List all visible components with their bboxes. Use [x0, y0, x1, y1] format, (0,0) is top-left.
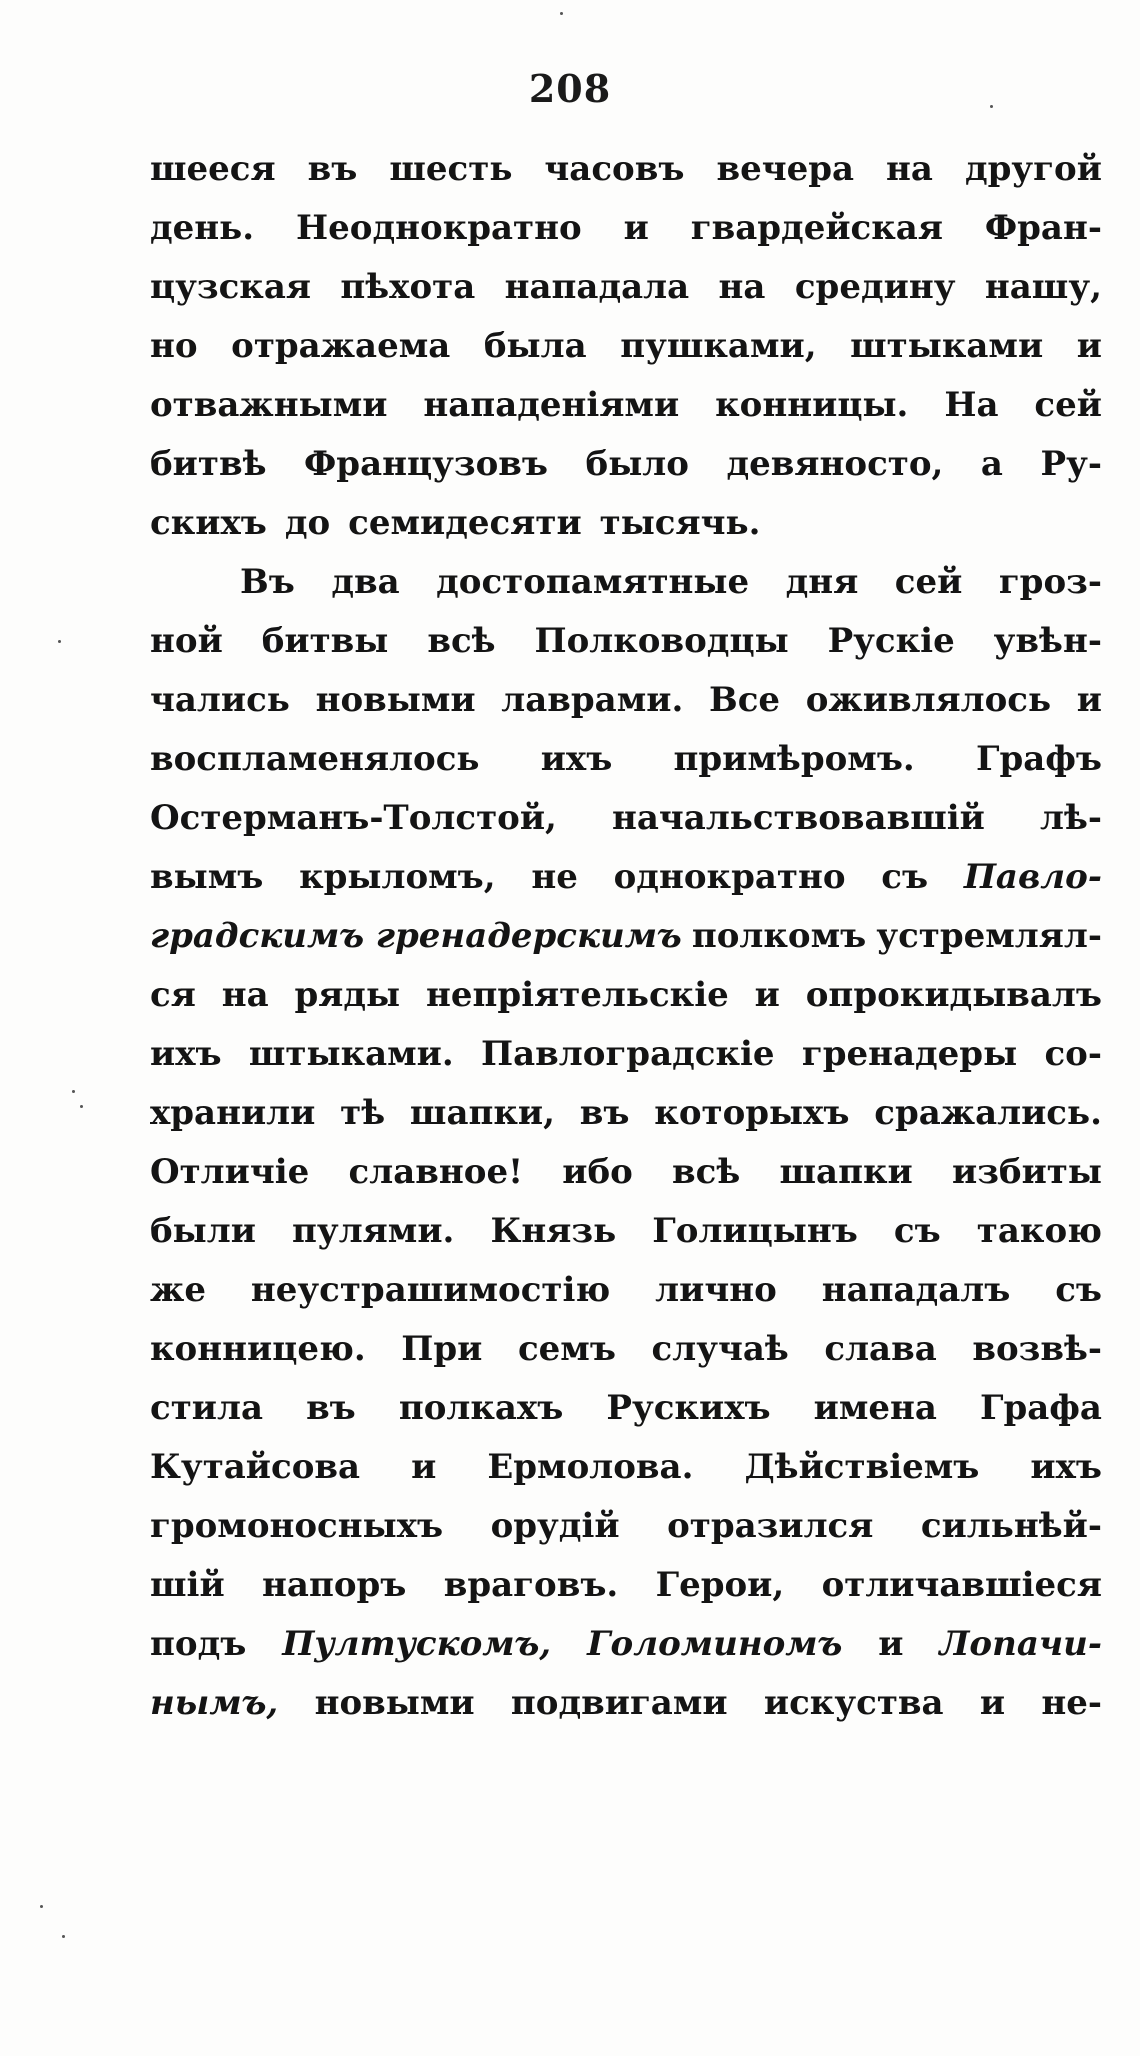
word: же — [150, 1270, 206, 1310]
word: лично — [655, 1270, 777, 1310]
word: Голоминомъ — [587, 1624, 843, 1664]
word: пѣхота — [340, 267, 476, 307]
text-line — [150, 1674, 1102, 1733]
word: девяносто, — [726, 444, 944, 484]
word: и — [411, 1447, 437, 1487]
word: Графа — [979, 1388, 1102, 1428]
word: ся — [150, 975, 196, 1015]
text-line — [150, 258, 1102, 317]
word: всѣ — [672, 1152, 741, 1192]
word: сражались. — [874, 1093, 1102, 1133]
word: шапки, — [409, 1093, 555, 1133]
text-line — [150, 966, 1102, 1025]
word: полкомъ — [691, 916, 867, 956]
word: пулями. — [292, 1211, 455, 1251]
word: достопамятные — [436, 562, 750, 602]
word: Ермолова. — [487, 1447, 694, 1487]
word: крыломъ, — [299, 857, 496, 897]
word: Князь — [490, 1211, 617, 1251]
text-line — [150, 1320, 1102, 1379]
word: нападалъ — [821, 1270, 1011, 1310]
text-line — [150, 1615, 1102, 1674]
word: въ — [307, 149, 358, 189]
text-line — [150, 1438, 1102, 1497]
word: лѣ- — [1039, 798, 1102, 838]
word: съ — [1055, 1270, 1102, 1310]
word: были — [150, 1211, 256, 1251]
word: хранили — [150, 1093, 316, 1133]
word: возвѣ- — [972, 1329, 1102, 1369]
text-line — [150, 1202, 1102, 1261]
text-line — [150, 376, 1102, 435]
word: гроз- — [998, 562, 1102, 602]
word: Полководцы — [534, 621, 789, 661]
text-line — [150, 1143, 1102, 1202]
word: было — [585, 444, 689, 484]
word: нападала — [504, 267, 690, 307]
word: до — [284, 503, 331, 543]
word: оживлялось — [805, 680, 1052, 720]
word: Неоднократно — [296, 208, 582, 248]
word: ибо — [562, 1152, 633, 1192]
word: вымъ — [150, 857, 264, 897]
word: Лопачи- — [939, 1624, 1102, 1664]
print-speck — [72, 1090, 75, 1093]
word: опрокидывалъ — [805, 975, 1102, 1015]
text-line — [150, 730, 1102, 789]
word: Пултускомъ, — [282, 1624, 552, 1664]
text-line — [150, 789, 1102, 848]
word: Дѣйствіемъ — [744, 1447, 980, 1487]
word: но — [150, 326, 198, 366]
word: градскимъ гренадерскимъ — [150, 916, 682, 956]
word: шееся — [150, 149, 276, 189]
word: не- — [1041, 1683, 1102, 1723]
word: Павло- — [963, 857, 1102, 897]
word: отважными — [150, 385, 388, 425]
word: непріятельскіе — [426, 975, 729, 1015]
word: нымъ, — [150, 1683, 279, 1723]
word: конницы. — [715, 385, 909, 425]
word: ихъ — [1030, 1447, 1102, 1487]
text-line — [150, 1261, 1102, 1320]
text-line — [150, 494, 1102, 553]
word: другой — [964, 149, 1102, 189]
word: семидесяти — [348, 503, 582, 543]
word: сей — [1034, 385, 1102, 425]
word: примѣромъ. — [673, 739, 915, 779]
word: ихъ — [540, 739, 613, 779]
word: гренадеры — [801, 1034, 1018, 1074]
print-speck — [62, 1935, 65, 1938]
word: тѣ — [340, 1093, 386, 1133]
word: нашу, — [984, 267, 1102, 307]
text-line — [150, 435, 1102, 494]
word: цузская — [150, 267, 311, 307]
word: Все — [708, 680, 781, 720]
word: отличавшіеся — [821, 1565, 1102, 1605]
word: Отличіе — [150, 1152, 310, 1192]
print-speck — [80, 1105, 83, 1108]
word: лаврами. — [501, 680, 684, 720]
word: Фран- — [984, 208, 1102, 248]
word: враговъ. — [443, 1565, 619, 1605]
word: громоносныхъ — [150, 1506, 444, 1546]
word: битвы — [261, 621, 389, 661]
word: часовъ — [544, 149, 685, 189]
word: была — [483, 326, 587, 366]
word: подъ — [150, 1624, 247, 1664]
word: шій — [150, 1565, 225, 1605]
word: и — [623, 208, 649, 248]
word: шапки — [779, 1152, 913, 1192]
word: Кутайсова — [150, 1447, 361, 1487]
word: а — [980, 444, 1003, 484]
word: однократно — [613, 857, 846, 897]
word: конницею. — [150, 1329, 366, 1369]
word: отражаема — [231, 326, 451, 366]
word: слава — [824, 1329, 937, 1369]
word: устремлял- — [876, 916, 1102, 956]
word: славное! — [348, 1152, 523, 1192]
print-speck — [990, 105, 993, 108]
word: въ — [306, 1388, 356, 1428]
word: штыками. — [248, 1034, 454, 1074]
word: семъ — [517, 1329, 616, 1369]
word: чались — [150, 680, 290, 720]
word: Рускіе — [827, 621, 955, 661]
word: всѣ — [427, 621, 496, 661]
word: на — [886, 149, 933, 189]
print-speck — [560, 12, 563, 15]
page-number: 208 — [528, 66, 612, 111]
word: подвигами — [510, 1683, 728, 1723]
word: Рускихъ — [606, 1388, 771, 1428]
word: При — [401, 1329, 483, 1369]
word: Голицынъ — [652, 1211, 858, 1251]
text-line — [150, 1556, 1102, 1615]
word: искуства — [763, 1683, 944, 1723]
word: Французовъ — [304, 444, 548, 484]
word: напоръ — [262, 1565, 407, 1605]
word: Графъ — [975, 739, 1102, 779]
text-line — [150, 907, 1102, 966]
word: Герои, — [655, 1565, 785, 1605]
word: Ру- — [1040, 444, 1102, 484]
word: сильнѣй- — [920, 1506, 1102, 1546]
word: скихъ — [150, 503, 267, 543]
word: начальствовавшій — [611, 798, 985, 838]
word: шесть — [389, 149, 513, 189]
word: и — [1076, 680, 1102, 720]
word: не — [531, 857, 578, 897]
word: Въ — [240, 562, 295, 602]
word: Остерманъ-Толстой, — [150, 798, 557, 838]
word: день. — [150, 208, 255, 248]
word: увѣн- — [993, 621, 1102, 661]
word: штыками — [850, 326, 1044, 366]
word: полкахъ — [398, 1388, 564, 1428]
body-text — [150, 140, 1102, 1733]
text-line — [150, 1379, 1102, 1438]
word: въ — [579, 1093, 630, 1133]
word: со- — [1044, 1034, 1102, 1074]
word: ряды — [294, 975, 401, 1015]
word: избиты — [951, 1152, 1102, 1192]
word: неустрашимостію — [250, 1270, 611, 1310]
word: случаѣ — [651, 1329, 789, 1369]
word: съ — [881, 857, 929, 897]
word: На — [944, 385, 999, 425]
print-speck — [58, 640, 61, 643]
word: гвардейская — [690, 208, 943, 248]
word: и — [878, 1624, 904, 1664]
word: стила — [150, 1388, 263, 1428]
word: нападеніями — [423, 385, 680, 425]
word: ной — [150, 621, 223, 661]
text-line — [150, 1497, 1102, 1556]
text-line — [150, 140, 1102, 199]
word: такою — [976, 1211, 1102, 1251]
word: орудій — [490, 1506, 620, 1546]
word: которыхъ — [654, 1093, 850, 1133]
word: новыми — [315, 680, 476, 720]
word: ихъ — [150, 1034, 222, 1074]
word: сей — [894, 562, 963, 602]
word: дня — [785, 562, 859, 602]
word: и — [754, 975, 780, 1015]
word: Павлоградскіе — [481, 1034, 775, 1074]
text-line — [150, 1084, 1102, 1143]
word: вечера — [716, 149, 855, 189]
word: битвѣ — [150, 444, 267, 484]
text-line — [150, 553, 1102, 612]
print-speck — [40, 1905, 43, 1908]
word: воспламенялось — [150, 739, 480, 779]
word: и — [979, 1683, 1006, 1723]
word: на — [718, 267, 766, 307]
text-line — [150, 612, 1102, 671]
word: съ — [893, 1211, 941, 1251]
text-line — [150, 317, 1102, 376]
word: тысячь. — [599, 503, 761, 543]
word: и — [1076, 326, 1102, 366]
word: два — [331, 562, 400, 602]
text-line — [150, 671, 1102, 730]
word: на — [221, 975, 269, 1015]
word: отразился — [667, 1506, 874, 1546]
text-line — [150, 199, 1102, 258]
word: пушками, — [620, 326, 817, 366]
text-line — [150, 848, 1102, 907]
word: имена — [813, 1388, 937, 1428]
word: новыми — [314, 1683, 475, 1723]
word: средину — [794, 267, 956, 307]
text-line — [150, 1025, 1102, 1084]
